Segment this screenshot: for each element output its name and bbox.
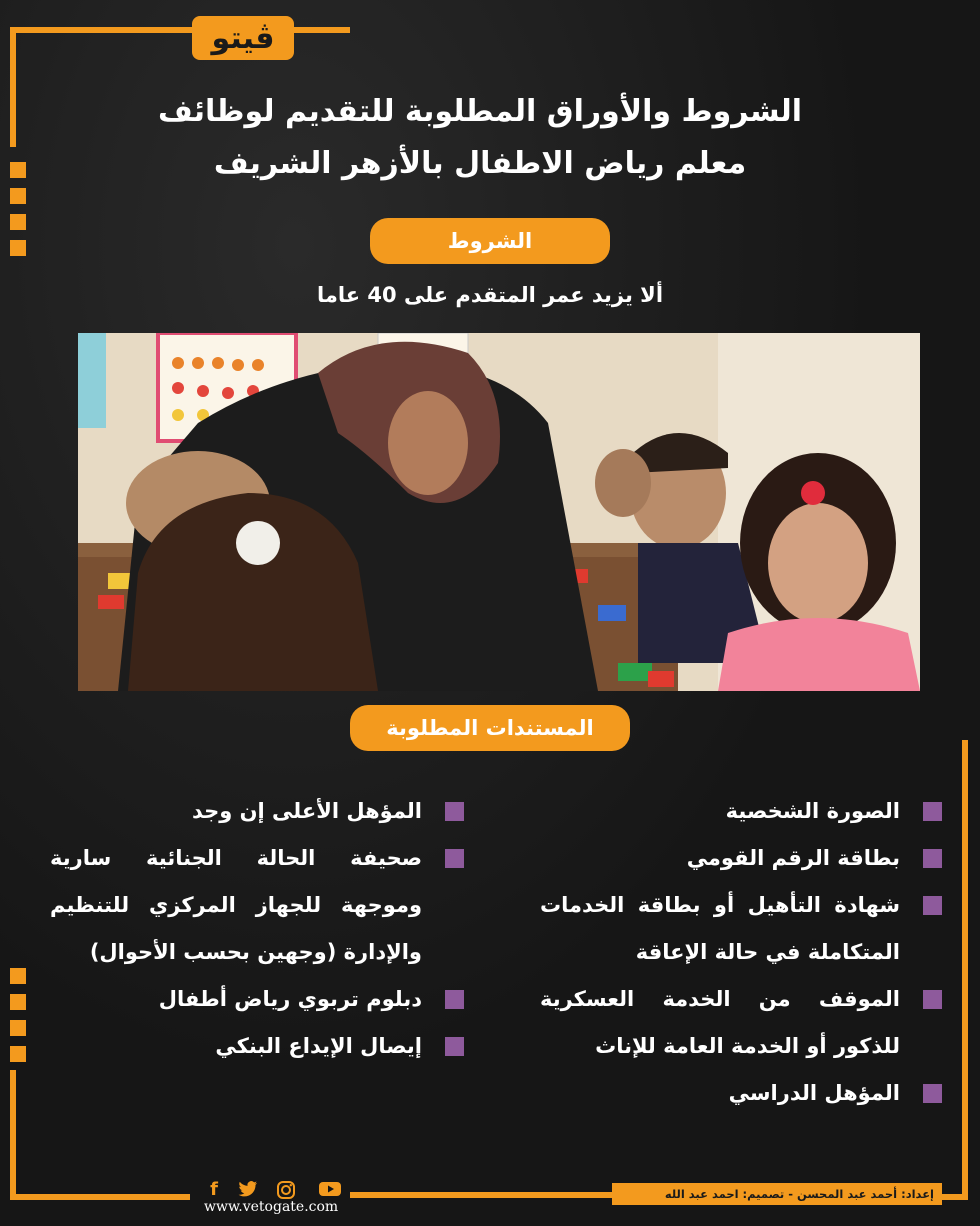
list-item xyxy=(540,882,942,976)
footer-line xyxy=(350,1192,612,1198)
title-line-2: معلم رياض الاطفال بالأزهر الشريف xyxy=(213,146,747,181)
bullet-square xyxy=(923,802,942,821)
frame-left-line xyxy=(10,27,16,147)
list-item xyxy=(50,835,464,976)
classroom-photo xyxy=(78,333,920,691)
frame-square xyxy=(10,240,26,256)
frame-square xyxy=(10,188,26,204)
bullet-square xyxy=(445,1037,464,1056)
list-item xyxy=(540,788,942,835)
frame-square xyxy=(10,968,26,984)
bullet-square xyxy=(923,849,942,868)
twitter-icon[interactable] xyxy=(236,1180,260,1200)
frame-top-line xyxy=(10,27,192,33)
bullet-square xyxy=(445,990,464,1009)
frame-square xyxy=(10,162,26,178)
credits: إعداد: أحمد عبد المحسن - تصميم: احمد عبد الله xyxy=(612,1183,942,1205)
frame-square xyxy=(10,214,26,230)
facebook-icon[interactable]: f xyxy=(210,1179,218,1200)
list-item-text: دبلوم تربوي رياض أطفال xyxy=(158,987,422,1011)
list-item-text: صحيفة الحالة الجنائية سارية وموجهة للجهاز المركزي للتنظيم والإدارة (وجهين بحسب الأحوال) xyxy=(50,846,422,964)
list-item-text: الصورة الشخصية xyxy=(725,799,900,823)
frame-bottom-line xyxy=(10,1194,190,1200)
title-line-1: الشروط والأوراق المطلوبة للتقديم لوظائف xyxy=(157,94,803,129)
classroom-illustration xyxy=(78,333,920,691)
list-item xyxy=(540,1070,942,1117)
list-item xyxy=(540,835,942,882)
instagram-icon[interactable] xyxy=(274,1180,298,1200)
bullet-square xyxy=(923,896,942,915)
frame-square xyxy=(10,1046,26,1062)
youtube-icon[interactable] xyxy=(318,1180,342,1200)
frame-square xyxy=(10,1020,26,1036)
bullet-square xyxy=(445,849,464,868)
list-item xyxy=(50,976,464,1023)
bullet-square xyxy=(923,990,942,1009)
condition-text: ألا يزيد عمر المتقدم على 40 عاما xyxy=(316,283,664,307)
list-item-text: بطاقة الرقم القومي xyxy=(686,846,900,870)
frame-top-line-right xyxy=(294,27,350,33)
frame-left-bottom-line xyxy=(10,1070,16,1200)
frame-square xyxy=(10,994,26,1010)
bullet-square xyxy=(923,1084,942,1103)
list-item xyxy=(540,976,942,1070)
frame-right-line xyxy=(962,740,968,1200)
page-title xyxy=(80,86,880,190)
brand-logo: ڤيتو xyxy=(192,16,294,60)
list-item-text: المؤهل الدراسي xyxy=(728,1081,900,1105)
frame-right-bottom-line xyxy=(942,1194,968,1200)
documents-left-list xyxy=(50,788,464,1070)
list-item xyxy=(50,1023,464,1070)
documents-heading: المستندات المطلوبة xyxy=(350,705,630,751)
bullet-square xyxy=(445,802,464,821)
list-item-text: إيصال الإيداع البنكي xyxy=(215,1034,422,1058)
conditions-heading: الشروط xyxy=(370,218,610,264)
list-item xyxy=(50,788,464,835)
list-item-text: شهادة التأهيل أو بطاقة الخدمات المتكاملة في حالة الإعاقة xyxy=(540,893,900,964)
website-url[interactable]: www.vetogate.com xyxy=(204,1199,339,1215)
list-item-text: الموقف من الخدمة العسكرية للذكور أو الخدمة العامة للإناث xyxy=(540,987,900,1058)
documents-right-list xyxy=(540,788,942,1117)
list-item-text: المؤهل الأعلى إن وجد xyxy=(191,799,422,823)
